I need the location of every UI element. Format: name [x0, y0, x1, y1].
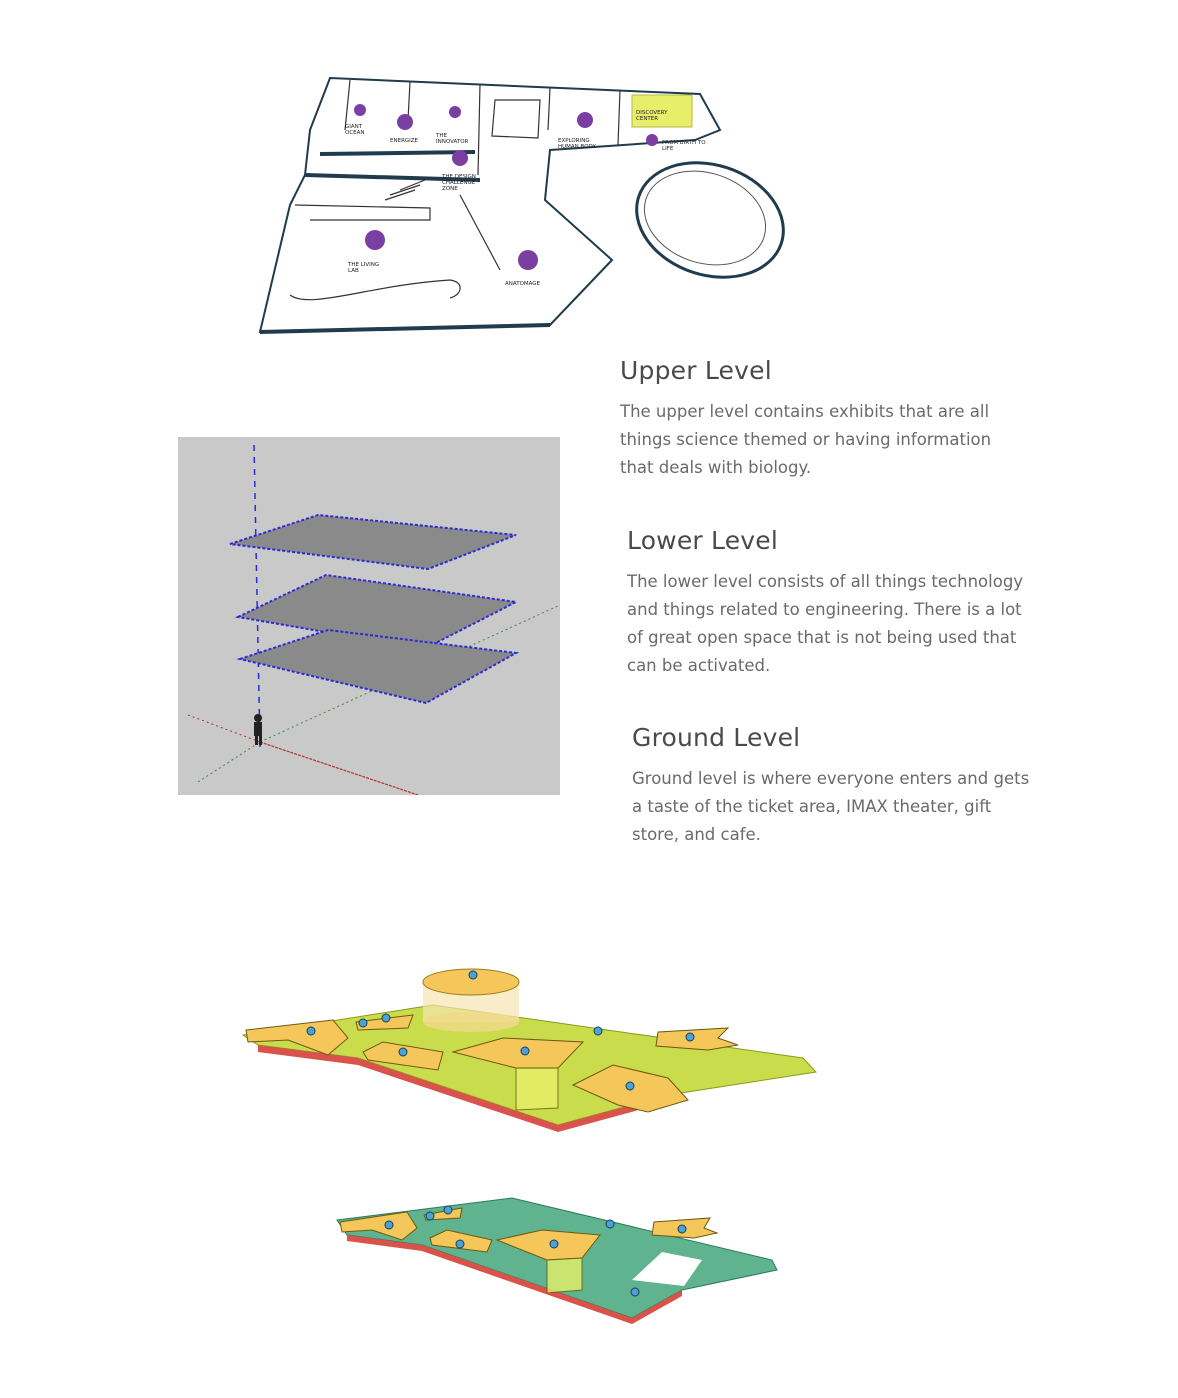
exhibit-marker [426, 1212, 434, 1220]
exhibit-label: ANATOMAGE [505, 281, 541, 287]
human-body-icon [577, 112, 593, 128]
exhibit-marker [469, 971, 477, 979]
upper-level-title: Upper Level [620, 356, 772, 385]
exhibit-label: THE INNOVATOR [436, 133, 469, 145]
exhibit-marker [626, 1082, 634, 1090]
exhibit-marker [385, 1221, 393, 1229]
exhibit-marker [307, 1027, 315, 1035]
lower-level-description: The lower level consists of all things technology and things related to engineering. There is a lot of great open space that is not being used that can be activated. [627, 572, 1024, 675]
design-zone-icon [452, 150, 468, 166]
exhibit-label: GIANT OCEAN [345, 124, 365, 136]
exhibit-marker [678, 1225, 686, 1233]
exhibit-marker [382, 1014, 390, 1022]
exhibit-marker [521, 1047, 529, 1055]
exhibit-marker [399, 1048, 407, 1056]
lungs-icon [365, 230, 385, 250]
exhibit-label: THE LIVING LAB [348, 262, 380, 274]
exhibit-marker [686, 1033, 694, 1041]
exhibit-marker [631, 1288, 639, 1296]
energize-icon [397, 114, 413, 130]
stacked-levels-model [178, 437, 560, 795]
innovator-icon [449, 106, 461, 118]
upper-floor-3d-diagram [238, 960, 823, 1135]
exhibit-marker [456, 1240, 464, 1248]
exhibit-marker [444, 1206, 452, 1214]
exhibit-label: THE DESIGN CHALLENGE ZONE [442, 174, 476, 192]
exhibit-label: EXPLORING HUMAN BODY [558, 138, 596, 150]
ocean-icon [354, 104, 366, 116]
exhibit-block [656, 1028, 738, 1050]
exhibit-label: ENERGIZE [390, 138, 419, 144]
upper-level-description: The upper level contains exhibits that are all things science themed or having information that deals with biology. [620, 402, 992, 477]
exhibit-marker [606, 1220, 614, 1228]
ground-level-title: Ground Level [632, 723, 801, 752]
exhibit-marker [594, 1027, 602, 1035]
exhibit-label: DISCOVERY CENTER [636, 110, 668, 122]
birth-icon [646, 134, 658, 146]
lower-level-title: Lower Level [627, 526, 779, 555]
lower-floor-3d-diagram [332, 1190, 787, 1328]
anatomage-icon [518, 250, 538, 270]
ground-level-description: Ground level is where everyone enters and gets a taste of the ticket area, IMAX theater, gift store, and cafe. [632, 769, 1030, 844]
exhibit-marker [550, 1240, 558, 1248]
person-figure [254, 714, 262, 745]
exhibit-label: FROM BIRTH TO LIFE [662, 140, 706, 152]
floor-plan-sketch [250, 70, 790, 345]
exhibit-marker [359, 1019, 367, 1027]
